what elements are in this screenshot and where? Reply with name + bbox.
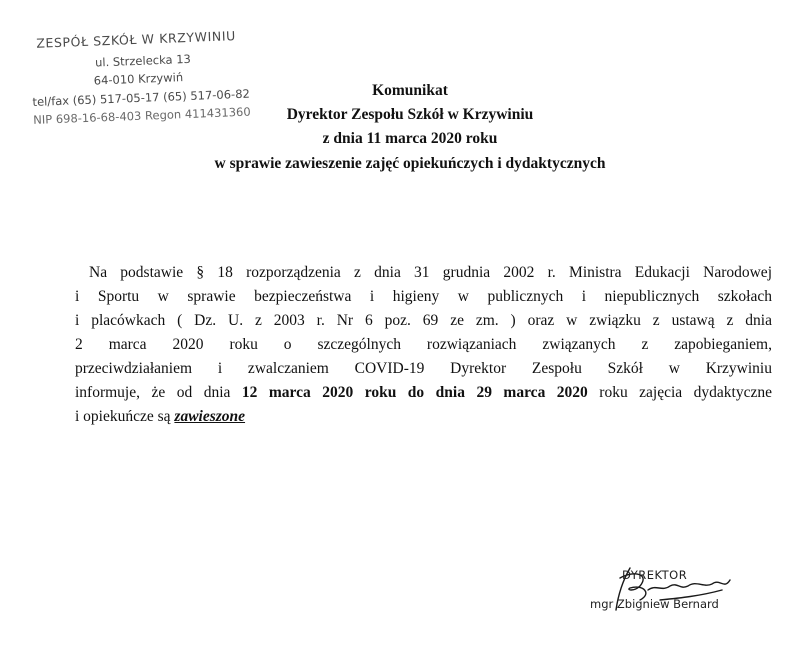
heading-date: z dnia 11 marca 2020 roku	[322, 130, 498, 147]
signature-name: mgr Zbigniew Bernard	[590, 597, 719, 611]
body-text: roku zajęcia dydaktyczne	[587, 384, 772, 401]
body-line-7	[75, 408, 772, 426]
body-line-1	[75, 264, 772, 282]
body-line-5: przeciwdziałaniem i zwalczaniem COVID-19 Dyrektor Zespołu Szkół w Krzywiniu	[75, 360, 772, 377]
suspended-word: zawieszone	[174, 408, 246, 425]
body-text: informuje, że od dnia	[75, 384, 242, 401]
stamp-school-name: ZESPÓŁ SZKÓŁ W KRZYWINIU	[35, 28, 237, 51]
stamp-nip-regon: NIP 698-16-68-403 Regon 411431360	[32, 104, 251, 127]
stamp-city: 64-010 Krzywiń	[93, 70, 184, 88]
heading-subject: w sprawie zawieszenie zajęć opiekuńczych i dydaktycznych	[214, 155, 606, 172]
suspension-dates: 12 marca 2020 roku do dnia 29 marca 2020	[241, 384, 588, 401]
signature-title: DYREKTOR	[622, 568, 688, 582]
body-text: Na podstawie § 18 rozporządzenia z dnia 31 grudnia 2002 r. Ministra Edukacji Narodowej	[89, 264, 772, 281]
body-line-3: i placówkach ( Dz. U. z 2003 r. Nr 6 poz. 69 ze zm. ) oraz w związku z ustawą z dnia	[75, 312, 772, 329]
body-line-6	[75, 384, 772, 402]
body-line-4: 2 marca 2020 roku o szczególnych rozwiązaniach związanych z zapobieganiem,	[75, 336, 772, 353]
body-text: i opiekuńcze są	[75, 408, 175, 425]
stamp-street: ul. Strzelecka 13	[94, 51, 192, 70]
heading-title: Komunikat	[372, 82, 448, 99]
heading-issuer: Dyrektor Zespołu Szkół w Krzywiniu	[286, 106, 534, 123]
stamp-phone: tel/fax (65) 517-05-17 (65) 517-06-82	[32, 86, 251, 109]
body-line-2: i Sportu w sprawie bezpieczeństwa i higieny w publicznych i niepublicznych szkołach	[75, 288, 772, 305]
